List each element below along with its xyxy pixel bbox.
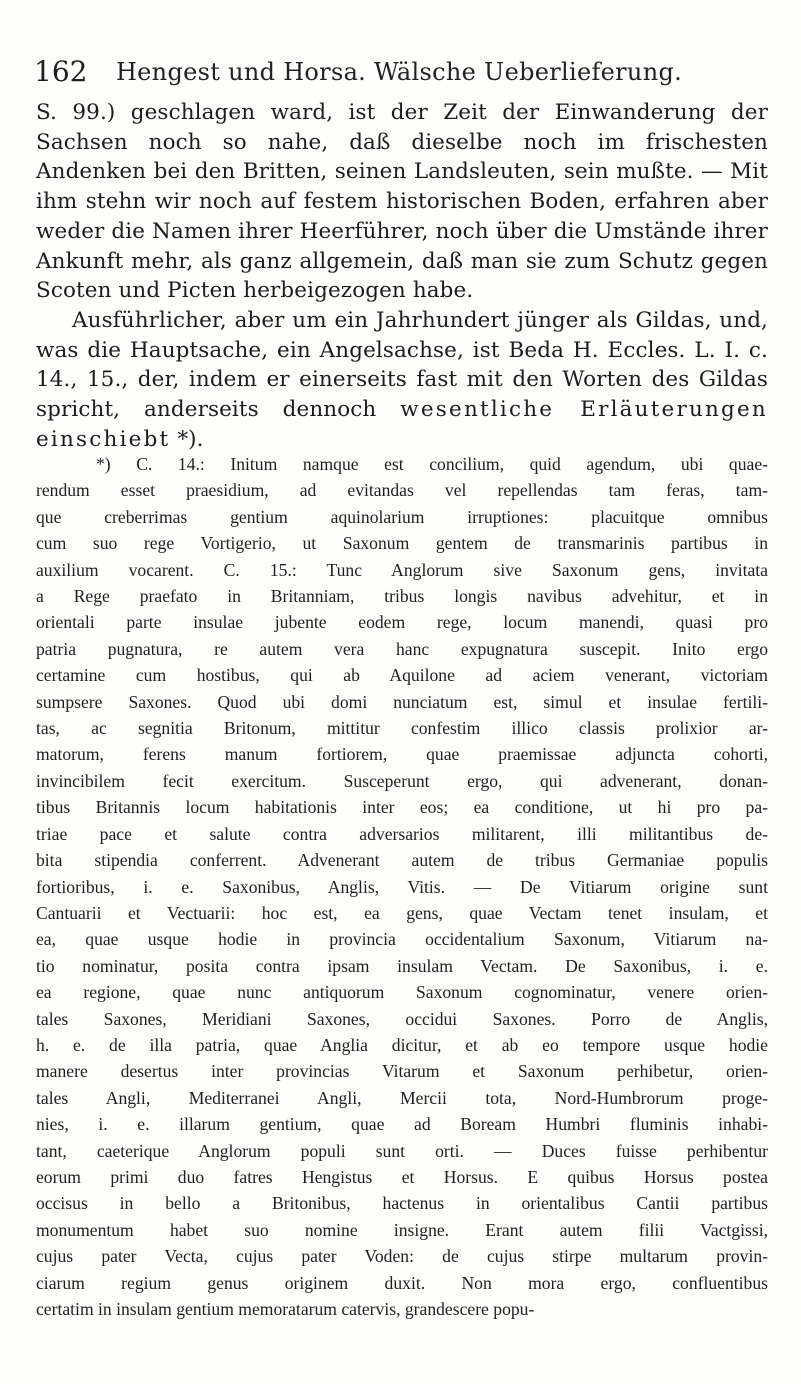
footnote-line: tales Saxones, Meridiani Saxones, occidui Saxones. Porro de Anglis, — [36, 1008, 768, 1029]
footnote-line: nies, i. e. illarum gentium, quae ad Boream Humbri fluminis inhabi- — [36, 1114, 768, 1135]
footnote-line: bita stipendia conferrent. Advenerant autem de tribus Germaniae populis — [36, 850, 768, 871]
footnote-line: occisus in bello a Britonibus, hactenus in orientalibus Cantii partibus — [36, 1193, 768, 1214]
footnote-line: cum suo rege Vortigerio, ut Saxonum gentem de transmarinis partibus in — [36, 533, 768, 554]
footnote-line: rendum esset praesidium, ad evitandas vel repellendas tam feras, tam- — [36, 480, 768, 501]
footnote-line: *) C. 14.: Initum namque est concilium, quid agendum, ubi quae- — [96, 454, 768, 474]
footnote-line: patria pugnatura, re autem vera hanc expugnatura suscepit. Inito ergo — [36, 638, 768, 659]
footnote-line: tibus Britannis locum habitationis inter eos; ea conditione, ut hi pro pa- — [36, 797, 768, 818]
footnote-line: tant, caeterique Anglorum populi sunt orti. — Duces fuisse perhibentur — [36, 1140, 768, 1161]
footnote-line: invincibilem fecit exercitum. Susceperunt ergo, qui advenerant, donan- — [36, 770, 768, 791]
footnote-line: monumentum habet suo nomine insigne. Erant autem filii Vactgissi, — [36, 1219, 768, 1240]
footnote-line: h. e. de illa patria, quae Anglia dicitur, et ab eo tempore usque hodie — [36, 1034, 768, 1055]
footnote-line: fortioribus, i. e. Saxonibus, Anglis, Vitis. — De Vitiarum origine sunt — [36, 876, 768, 897]
paragraph-beda-text: Ausführlicher, aber um ein Jahrhundert jünger als Gildas, und, was die Hauptsache, ein Angelsachse, ist Beda H. Eccles. L. I. c. 14., 15., der, indem er einerseits fast mit den Worten des Gildas spricht, anderseits dennoch — [36, 307, 768, 423]
page-header — [34, 54, 764, 90]
footnote — [36, 451, 768, 1322]
footnote-line: tales Angli, Mediterranei Angli, Mercii tota, Nord-Humbrorum proge- — [36, 1087, 768, 1108]
footnote-line: certatim in insulam gentium memoratarum catervis, grandescere popu- — [36, 1299, 535, 1319]
footnote-line: orientali parte insulae jubente eodem rege, locum manendi, quasi pro — [36, 612, 768, 633]
footnote-line: ea, quae usque hodie in provincia occidentalium Saxonum, Vitiarum na- — [36, 929, 768, 950]
main-text — [36, 98, 768, 454]
footnote-marker: *). — [177, 426, 204, 452]
footnote-line: que creberrimas gentium aquinolarium irruptiones: placuitque omnibus — [36, 506, 768, 527]
footnote-line: a Rege praefato in Britanniam, tribus longis navibus advehitur, et in — [36, 586, 768, 607]
footnote-line: ciarum regium genus originem duxit. Non mora ergo, confluentibus — [36, 1272, 768, 1293]
running-head: Hengest und Horsa. Wälsche Ueberlieferung. — [115, 58, 683, 86]
page-number: 162 — [34, 55, 88, 88]
footnote-line: manere desertus inter provincias Vitarum et Saxonum perhibetur, orien- — [36, 1061, 768, 1082]
footnote-line: triae pace et salute contra adversarios militarent, illi militantibus de- — [36, 823, 768, 844]
footnote-line: ea regione, quae nunc antiquorum Saxonum cognominatur, venere orien- — [36, 982, 768, 1003]
footnote-line: Cantuarii et Vectuarii: hoc est, ea gens, quae Vectam tenet insulam, et — [36, 902, 768, 923]
footnote-line: tas, ac segnitia Britonum, mittitur confestim illico classis prolixior ar- — [36, 718, 768, 739]
footnote-line: certamine cum hostibus, qui ab Aquilone ad aciem venerant, victoriam — [36, 665, 768, 686]
footnote-line: auxilium vocarent. C. 15.: Tunc Anglorum sive Saxonum gens, invitata — [36, 559, 768, 580]
footnote-line: cujus pater Vecta, cujus pater Voden: de cujus stirpe multarum provin- — [36, 1246, 768, 1267]
spaced-emphasis: wesentliche Erläuterungen einschiebt — [36, 397, 768, 452]
footnote-line: matorum, ferens manum fortiorem, quae praemissae adjuncta cohorti, — [36, 744, 768, 765]
paragraph-beda — [36, 306, 768, 455]
footnote-line: eorum primi duo fatres Hengistus et Horsus. E quibus Horsus postea — [36, 1166, 768, 1187]
footnote-line: sumpsere Saxones. Quod ubi domi nunciatum est, simul et insulae fertili- — [36, 691, 768, 712]
footnote-line: tio nominatur, posita contra ipsam insulam Vectam. De Saxonibus, i. e. — [36, 955, 768, 976]
paragraph-continued: S. 99.) geschlagen ward, ist der Zeit der Einwanderung der Sachsen noch so nahe, daß dieselbe noch im frischesten Andenken bei den Britten, seinen Landsleuten, sein mußte. — Mit ihm stehn wir noch auf festem historischen Boden, erfahren aber weder die Namen ihrer Heerführer, noch über die Umstände ihrer Ankunft mehr, als ganz allgemein, daß man sie zum Schutz gegen Scoten und Picten herbeigezogen habe. — [36, 100, 768, 304]
